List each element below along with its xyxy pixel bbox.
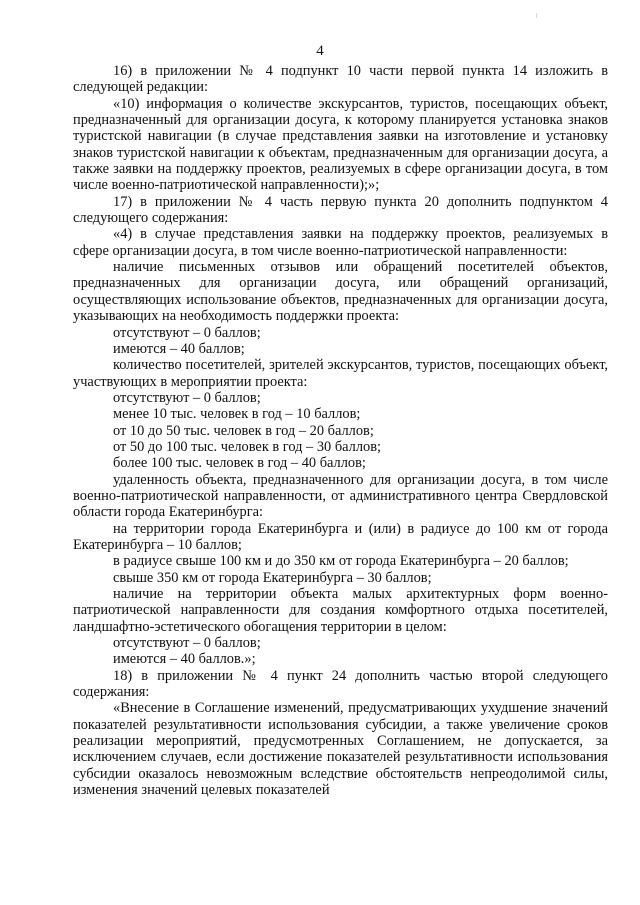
list-item: в радиусе свыше 100 км и до 350 км от города Екатеринбурга – 20 баллов; <box>113 553 569 570</box>
list-item: отсутствуют – 0 баллов; <box>113 324 261 341</box>
document-body <box>73 63 608 798</box>
list-item: отсутствуют – 0 баллов; <box>113 389 261 406</box>
paragraph-16: 16) в приложении № 4 подпункт 10 части первой пункта 14 изложить в следующей редакции: <box>73 63 608 96</box>
paragraph-criterion-visitors: количество посетителей, зрителей экскурсантов, туристов, посещающих объект, участвующих в мероприятии проекта: <box>73 357 608 390</box>
list-item: отсутствуют – 0 баллов; <box>113 635 261 652</box>
paragraph-18: 18) в приложении № 4 пункт 24 дополнить частью второй следующего содержания: <box>73 667 608 701</box>
paragraph-distance-ekaterinburg: на территории города Екатеринбурга и (или) в радиусе до 100 км от города Екатеринбурга – 10 баллов; <box>73 520 608 553</box>
paragraph-17: 17) в приложении № 4 часть первую пункта 20 дополнить подпунктом 4 следующего содержания: <box>73 193 608 227</box>
list-item: имеются – 40 баллов.»; <box>113 651 256 668</box>
page-number: 4 <box>316 43 324 59</box>
list-item: от 50 до 100 тыс. человек в год – 30 баллов; <box>113 438 382 455</box>
list-item: имеются – 40 баллов; <box>113 340 245 357</box>
paragraph-quote-agreement: «Внесение в Соглашение изменений, предусматривающих ухудшение значений показателей результативности использования субсидии, а также увеличение сроков реализации мероприятий, предусмотренных Соглашением, не допускается, за исключением случаев, если достижение показателей результативности использования субсидии оказалось невозможным вследствие обстоятельств непреодолимой силы, изменения значений целевых показателей <box>73 700 608 799</box>
scan-mark <box>536 13 537 18</box>
list-item: менее 10 тыс. человек в год – 10 баллов; <box>113 406 361 423</box>
paragraph-criterion-distance: удаленность объекта, предназначенного для организации досуга, в том числе военно-патриотической направленности, от административного центра Свердловской области города Екатеринбурга: <box>73 471 608 521</box>
paragraph-criterion-reviews: наличие письменных отзывов или обращений посетителей объектов, предназначенных для организации досуга, или обращений организаций, осуществляющих использование объектов, предназначенных для организации досуга, указывающих на необходимость поддержки проекта: <box>73 259 608 325</box>
list-item: более 100 тыс. человек в год – 40 баллов; <box>113 455 366 472</box>
paragraph-quote-4: «4) в случае представления заявки на поддержку проектов, реализуемых в сфере организации досуга, в том числе военно-патриотической направленности: <box>73 226 608 259</box>
paragraph-quote-10: «10) информация о количестве экскурсантов, туристов, посещающих объект, предназначенный для организации досуга, к которому планируется установка знаков туристской навигации (в случае представления заявки на изготовление и установку знаков туристской навигации к объектам, предназначенным для организации досуга, а также заявки на поддержку проектов, реализуемых в сфере организации досуга, в том числе военно-патриотической направленности);»; <box>73 95 608 194</box>
list-item: свыше 350 км от города Екатеринбурга – 30 баллов; <box>113 569 432 586</box>
list-item: от 10 до 50 тыс. человек в год – 20 баллов; <box>113 422 374 439</box>
paragraph-criterion-architecture: наличие на территории объекта малых архитектурных форм военно-патриотической направленности для создания комфортного отдыха посетителей, ландшафтно-эстетического обогащения территории в целом: <box>73 586 608 635</box>
